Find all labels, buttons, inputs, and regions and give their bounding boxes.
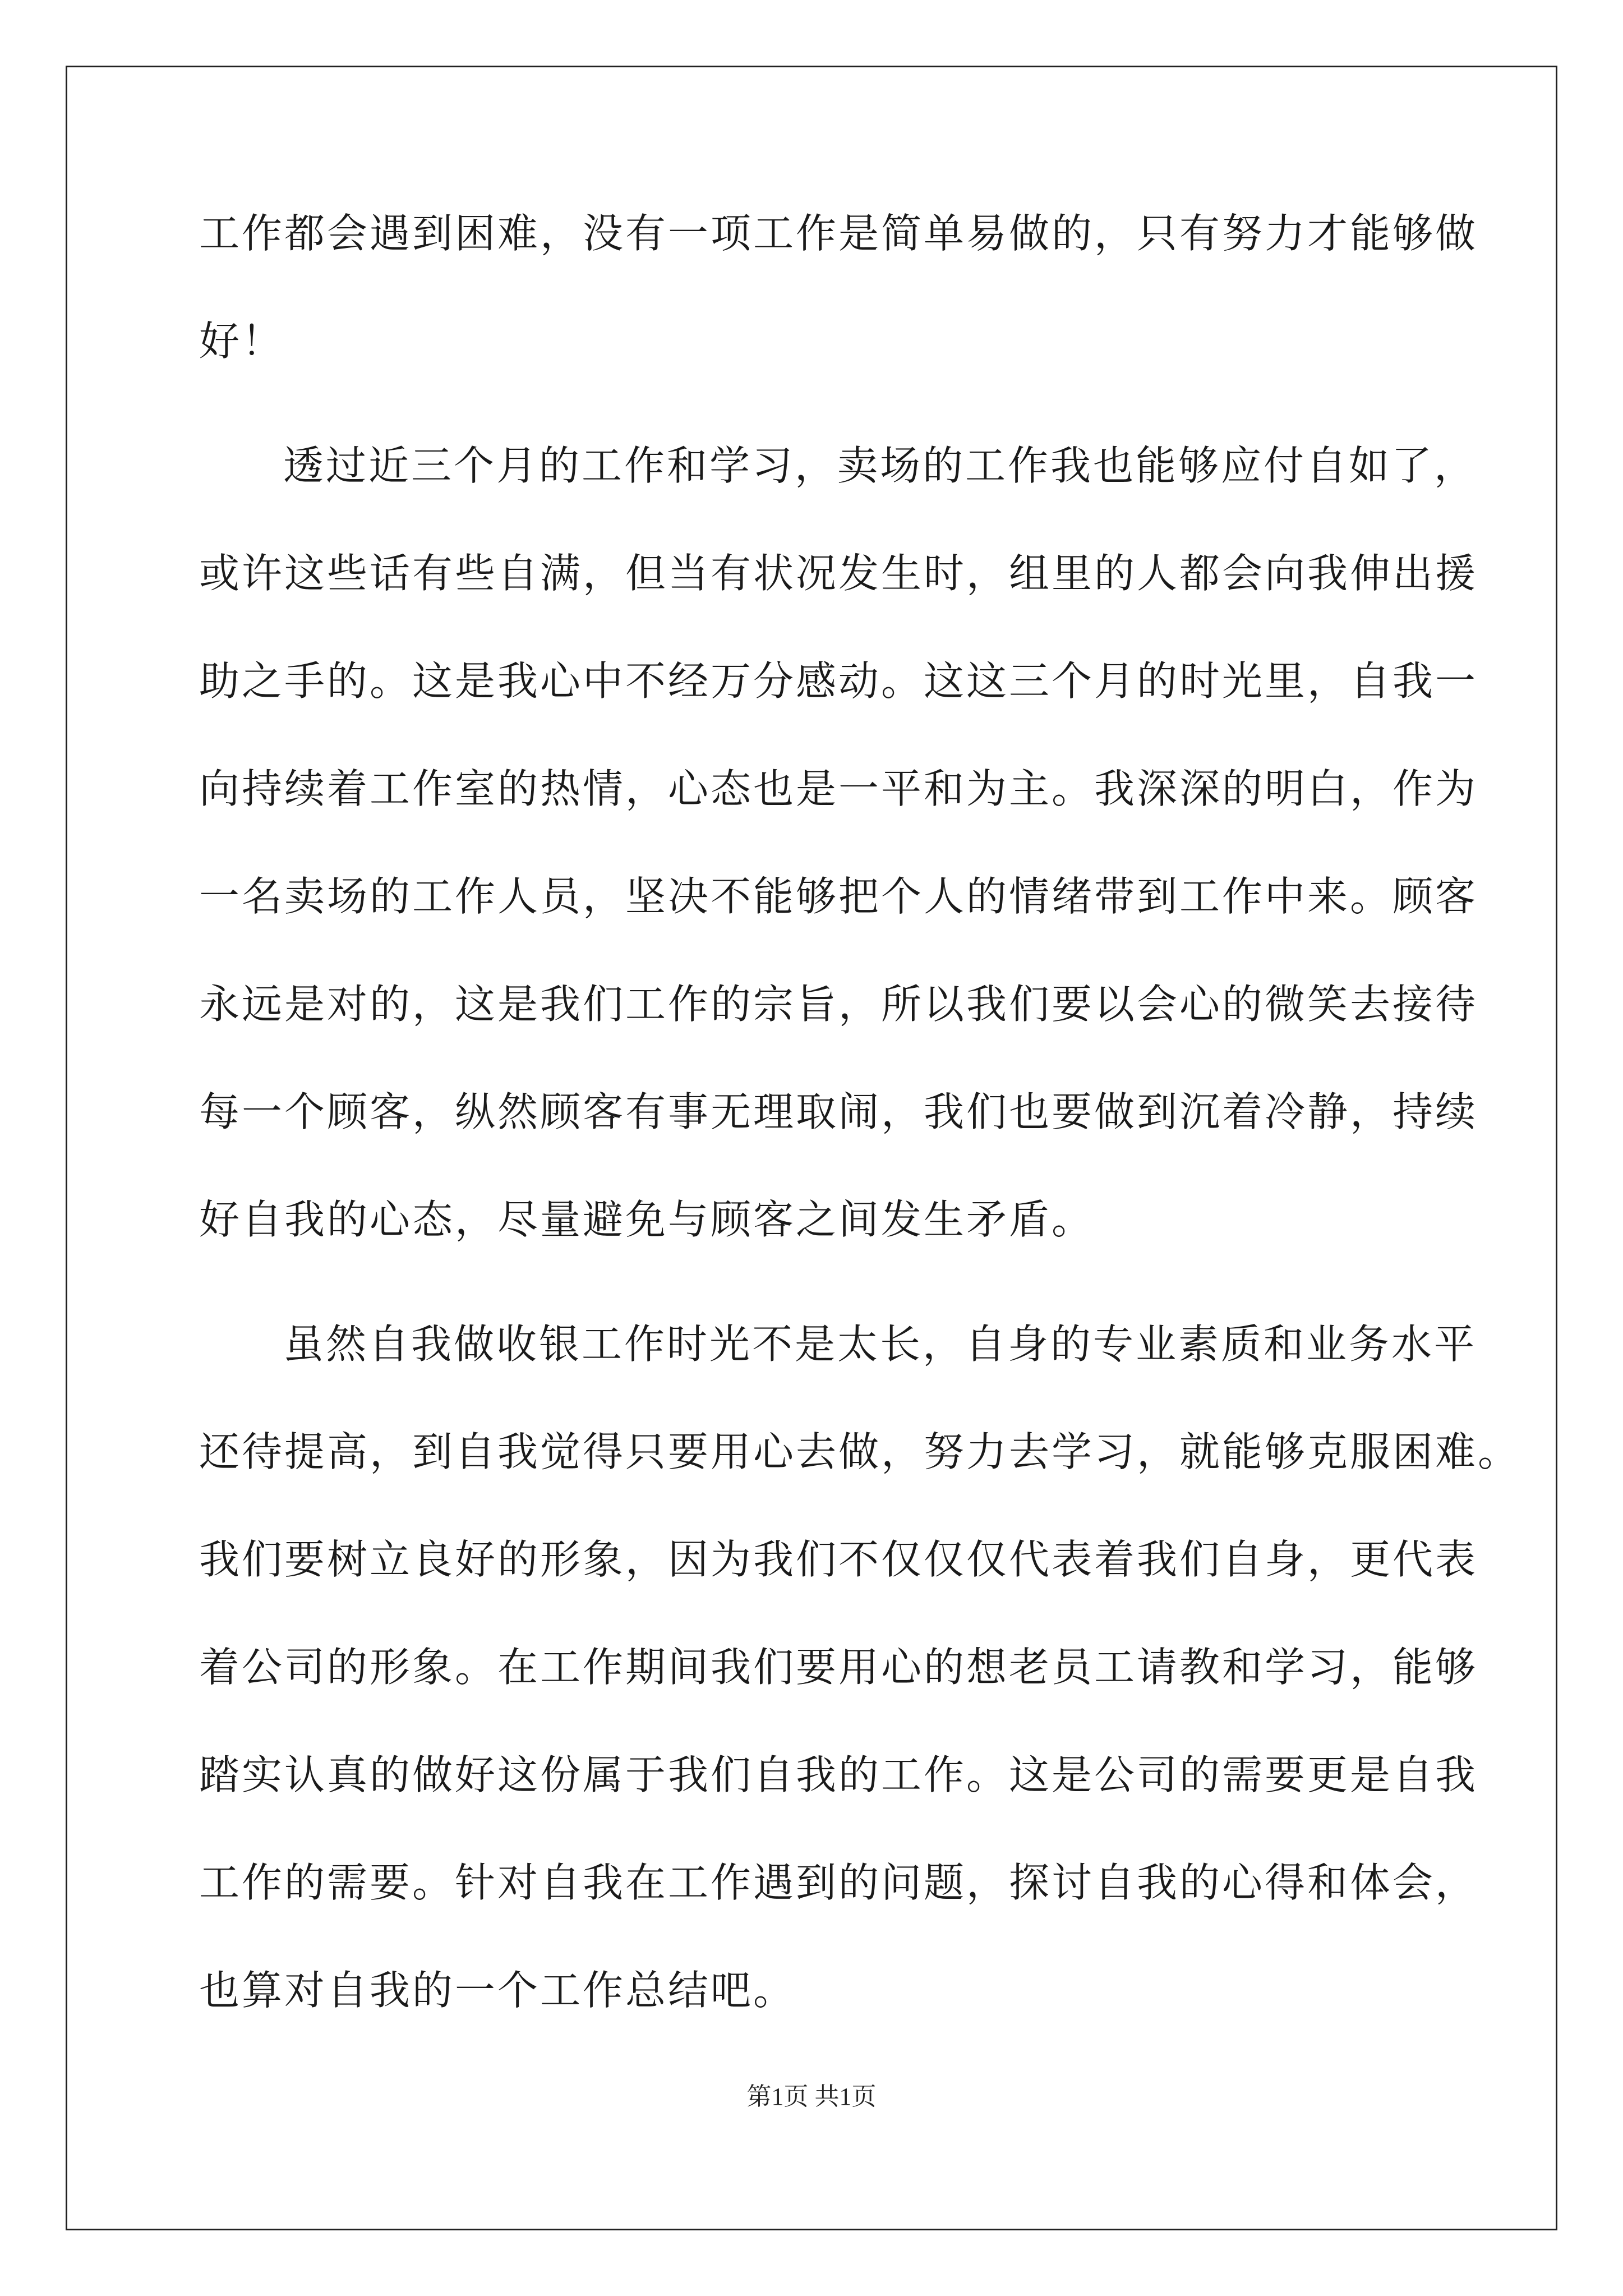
page-number-footer: 第1页 共1页 [746, 2083, 877, 2110]
text-line: 工作都会遇到困难，没有一项工作是简单易做的，只有努力才能够做 [199, 210, 1478, 257]
paragraph-first-line: 透过近三个月的工作和学习，卖场的工作我也能够应付自如了， [283, 442, 1477, 489]
text-line: 踏实认真的做好这份属于我们自我的工作。这是公司的需要更是自我 [199, 1751, 1478, 1798]
text-line: 着公司的形象。在工作期间我们要用心的想老员工请教和学习，能够 [199, 1644, 1478, 1691]
text-line: 每一个顾客，纵然顾客有事无理取闹，我们也要做到沉着冷静，持续 [199, 1088, 1478, 1135]
text-line: 还待提高，到自我觉得只要用心去做，努力去学习，就能够克服困难。 [199, 1428, 1521, 1475]
text-line: 也算对自我的一个工作总结吧。 [199, 1967, 796, 2014]
paragraph-first-line: 虽然自我做收银工作时光不是太长，自身的专业素质和业务水平 [283, 1320, 1477, 1368]
text-line: 工作的需要。针对自我在工作遇到的问题，探讨自我的心得和体会， [199, 1859, 1478, 1906]
text-line: 好！ [199, 318, 285, 365]
text-line: 助之手的。这是我心中不经万分感动。这这三个月的时光里，自我一 [199, 657, 1478, 705]
document-body [199, 210, 1521, 2078]
text-line: 或许这些话有些自满，但当有状况发生时，组里的人都会向我伸出援 [199, 550, 1478, 597]
text-line: 向持续着工作室的热情，心态也是一平和为主。我深深的明白，作为 [199, 765, 1478, 812]
text-line: 好自我的心态，尽量避免与顾客之间发生矛盾。 [199, 1196, 1095, 1243]
text-line: 一名卖场的工作人员，坚决不能够把个人的情绪带到工作中来。顾客 [199, 873, 1478, 920]
text-line: 我们要树立良好的形象，因为我们不仅仅仅代表着我们自身，更代表 [199, 1536, 1478, 1583]
text-line: 永远是对的，这是我们工作的宗旨，所以我们要以会心的微笑去接待 [199, 981, 1478, 1028]
